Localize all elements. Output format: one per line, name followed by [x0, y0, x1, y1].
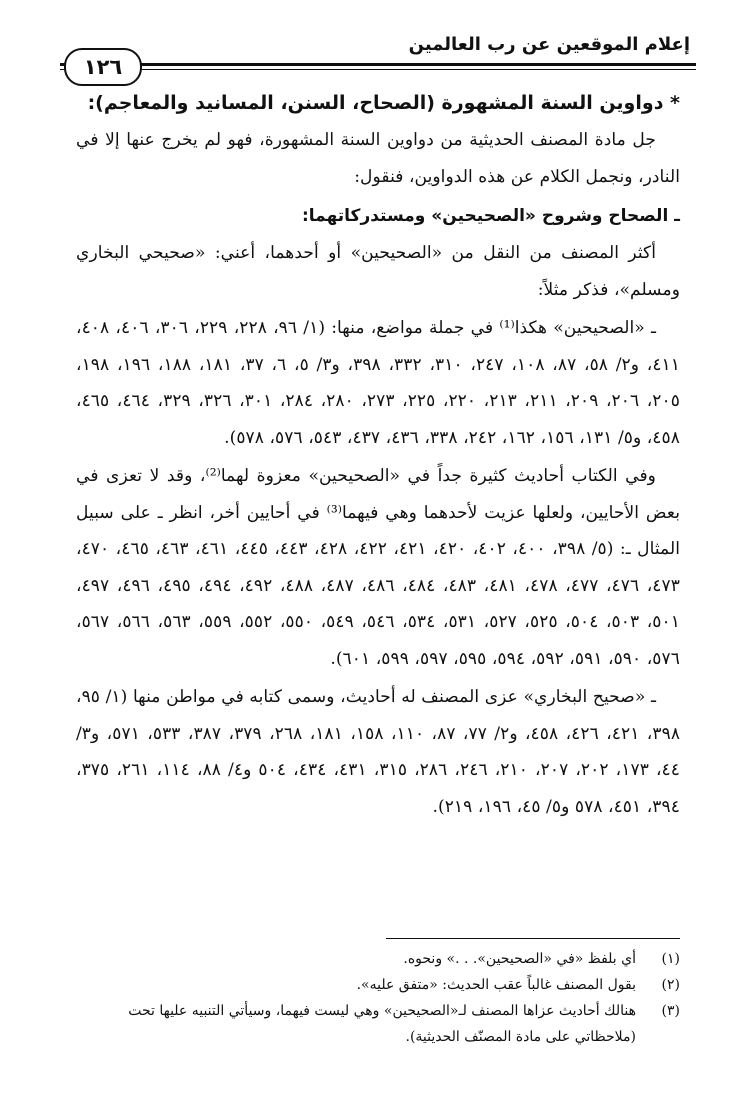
section-intro: جل مادة المصنف الحديثية من دواوين السنة المشهورة، فهو لم يخرج عنها إلا في النادر، ونجمل الكلام عن هذه الدواوين، فنقول:: [76, 130, 680, 187]
footnote-number: (٢): [661, 977, 680, 993]
header-rule-thin: [60, 69, 696, 70]
subsection-heading: ـ الصحاح وشروح «الصحيحين» ومستدركاتهما:: [301, 206, 680, 226]
footnote: [76, 998, 680, 1050]
header-rule: [60, 63, 696, 66]
page-number: ١٢٦: [64, 48, 142, 86]
footnote: [76, 946, 680, 972]
footnote-number: (٣): [661, 1003, 680, 1019]
section-heading: * دواوين السنة المشهورة (الصحاح، السنن، المسانيد والمعاجم):: [87, 92, 680, 114]
paragraph-1: أكثر المصنف من النقل من «الصحيحين» أو أحدهما، أعني: «صحيحي البخاري ومسلم»، فذكر مثلاً:: [76, 243, 680, 300]
footnote-text: هنالك أحاديث عزاها المصنف لـ«الصحيحين» وهي ليست فيهما، وسيأتي التنبيه عليها تحت (ملاحظاتي على مادة المصنّف الحديثية).: [128, 1003, 636, 1045]
page-body: [76, 84, 680, 825]
page-header: [60, 28, 696, 78]
footnote-number: (١): [661, 951, 680, 967]
footnotes: [76, 946, 680, 1050]
running-title: إعلام الموقعين عن رب العالمين: [408, 34, 690, 55]
footnote: [76, 972, 680, 998]
footnote-text: أي بلفظ «في «الصحيحين». . .» ونحوه.: [403, 951, 636, 967]
paragraph-4: ـ «صحيح البخاري» عزى المصنف له أحاديث، وسمى كتابه في مواطن منها (١/ ٩٥، ٣٩٨، ٤٢١، ٤٢٦، ٤٥٨، و٢/ ٧٧، ٨٧، ١١٠، ١٥٨، ١٨١، ٢٦٨، ٣٧٩، ٣٨٧، ٥٣٣، ٥٧١، و٣/ ٤٤، ١٧٣، ٢٠٢، ٢٠٧، ٢١٠، ٢٤٦، ٢٨٦، ٣١٥، ٤٣١، ٤٣٤، ٥٠٤ و٤/ ٨٨، ١١٤، ٢٦١، ٣٧٥، ٣٩٤، ٤٥١، ٥٧٨ و٥/ ٤٥، ١٩٦، ٢١٩).: [76, 687, 681, 817]
footnote-separator: [386, 938, 680, 939]
footnote-text: بقول المصنف غالباً عقب الحديث: «متفق عليه».: [356, 977, 636, 993]
paragraph-3: وفي الكتاب أحاديث كثيرة جداً في «الصحيحين» معزوة لهما⁽²⁾، وقد لا تعزى في بعض الأحايين، ولعلها عزيت لأحدهما وهي فيهما⁽³⁾ في أحايين أخر، انظر ـ على سبيل المثال ـ: (٥/ ٣٩٨، ٤٠٠، ٤٠٢، ٤٢٠، ٤٢١، ٤٢٢، ٤٢٨، ٤٤٣، ٤٤٥، ٤٦١، ٤٦٣، ٤٦٥، ٤٧٠، ٤٧٣، ٤٧٦، ٤٧٧، ٤٧٨، ٤٨١، ٤٨٣، ٤٨٤، ٤٨٦، ٤٨٧، ٤٨٨، ٤٩٢، ٤٩٤، ٤٩٥، ٤٩٦، ٤٩٧، ٥٠١، ٥٠٣، ٥٠٤، ٥٢٥، ٥٢٧، ٥٣١، ٥٣٤، ٥٤٦، ٥٤٩، ٥٥٠، ٥٥٢، ٥٥٩، ٥٦٣، ٥٦٦، ٥٦٧، ٥٧٦، ٥٩٠، ٥٩١، ٥٩٢، ٥٩٤، ٥٩٥، ٥٩٧، ٥٩٩، ٦٠١).: [76, 466, 681, 669]
paragraph-2: ـ «الصحيحين» هكذا⁽¹⁾ في جملة مواضع، منها: (١/ ٩٦، ٢٢٨، ٢٢٩، ٣٠٦، ٤٠٦، ٤٠٨، ٤١١، و٢/ ٥٨، ٨٧، ١٠٨، ٢٤٧، ٣١٠، ٣٣٢، ٣٩٨، و٣/ ٥، ٦، ٣٧، ١٨١، ١٨٨، ١٩٦، ١٩٨، ٢٠٥، ٢٠٦، ٢٠٩، ٢١١، ٢١٣، ٢٢٠، ٢٢٥، ٢٧٣، ٢٨٠، ٢٨٤، ٣٠١، ٣٢٦، ٣٢٩، ٤٦٤، ٤٦٥، ٤٥٨، و٥/ ١٣١، ١٥٦، ١٦٢، ٢٤٢، ٣٣٨، ٤٣٦، ٤٣٧، ٥٤٣، ٥٧٦، ٥٧٨).: [76, 318, 681, 448]
